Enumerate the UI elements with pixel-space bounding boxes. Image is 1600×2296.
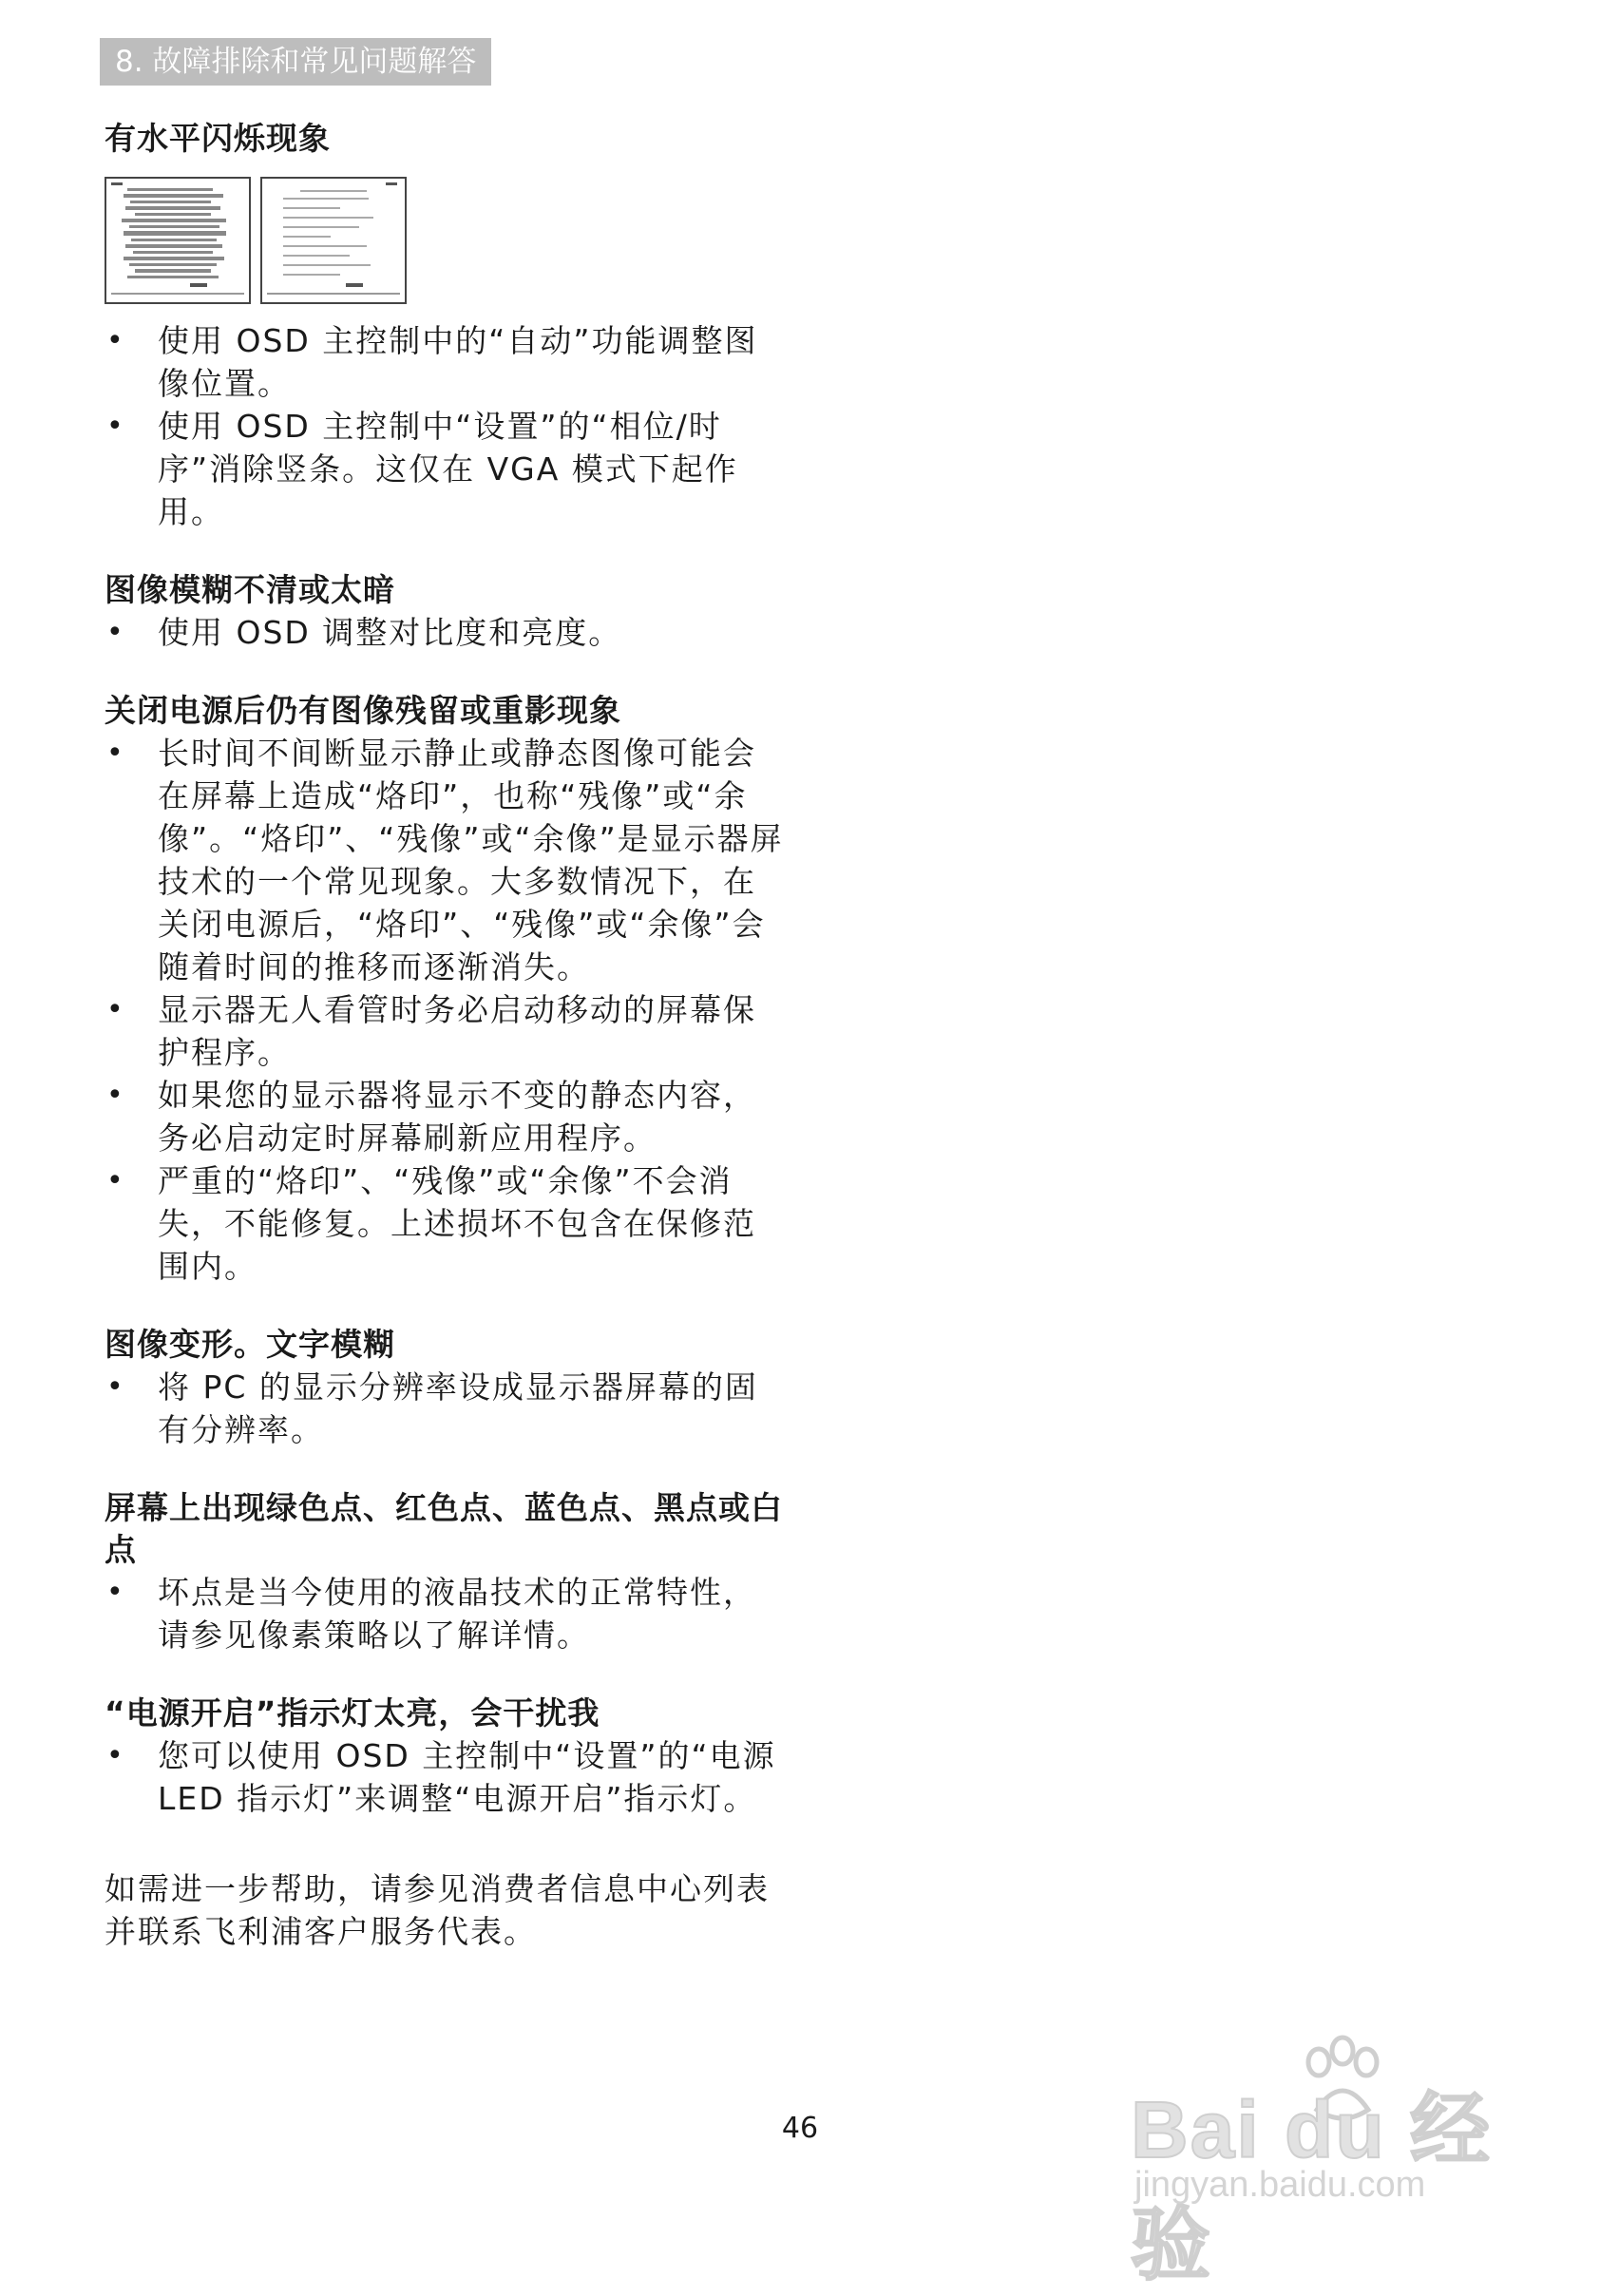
- watermark-url: jingyan.baidu.com: [1134, 2165, 1426, 2205]
- section-heading: 屏幕上出现绿色点、红色点、蓝色点、黑点或白点: [105, 1489, 783, 1568]
- bullet-list: [105, 1366, 789, 1451]
- chapter-tab: 8. 故障排除和常见问题解答: [100, 38, 491, 86]
- section-power-led: [105, 1693, 789, 1820]
- list-item: • 如果您的显示器将显示不变的静态内容，务必启动定时屏幕刷新应用程序。: [106, 1077, 756, 1157]
- section-dead-pixels: [105, 1487, 789, 1656]
- section-heading: 关闭电源后仍有图像残留或重影现象: [105, 692, 621, 729]
- list-item: • 严重的“烙印”、“残像”或“余像”不会消失，不能修复。上述损坏不包含在保修范围内。: [106, 1162, 756, 1285]
- bullet-list: [105, 1734, 789, 1820]
- list-item: • 使用 OSD 调整对比度和亮度。: [106, 614, 622, 651]
- section-heading: 图像模糊不清或太暗: [105, 571, 395, 608]
- list-item: • 坏点是当今使用的液晶技术的正常特性，请参见像素策略以了解详情。: [106, 1574, 756, 1654]
- flicker-figure: [105, 177, 789, 304]
- normal-screen-thumbnail: [260, 177, 407, 304]
- list-item: • 长时间不间断显示静止或静态图像可能会在屏幕上造成“烙印”，也称“残像”或“余像”。“烙印”、“残像”或“余像”是显示器屏技术的一个常见现象。大多数情况下，在关闭电源后，“烙印”、“残像”或“余像”会随着时间的推移而逐渐消失。: [106, 735, 784, 985]
- section-image-retention: [105, 690, 789, 1288]
- section-horizontal-flicker: [105, 118, 789, 533]
- list-item: • 您可以使用 OSD 主控制中“设置”的“电源 LED 指示灯”来调整“电源开启”指示灯。: [106, 1737, 776, 1817]
- list-item: • 使用 OSD 主控制中“设置”的“相位/时序”消除竖条。这仅在 VGA 模式下起作用。: [106, 408, 738, 530]
- bullet-list: [105, 611, 789, 654]
- section-heading: 图像变形。文字模糊: [105, 1326, 395, 1363]
- flicker-screen-thumbnail: [105, 177, 251, 304]
- closing-paragraph: 如需进一步帮助，请参见消费者信息中心列表并联系飞利浦客户服务代表。: [105, 1870, 770, 1950]
- bullet-list: [105, 732, 789, 1288]
- document-body: [105, 118, 789, 1953]
- section-distortion: [105, 1324, 789, 1451]
- watermark-brand: Bai du 经验: [1131, 2085, 1493, 2289]
- baidu-jingyan-watermark: [1131, 2043, 1530, 2289]
- list-item: • 显示器无人看管时务必启动移动的屏幕保护程序。: [106, 991, 756, 1071]
- list-item: • 使用 OSD 主控制中的“自动”功能调整图像位置。: [106, 322, 758, 402]
- page-number: 46: [781, 2112, 819, 2145]
- list-item: • 将 PC 的显示分辨率设成显示器屏幕的固有分辨率。: [106, 1368, 758, 1448]
- section-heading: “电源开启”指示灯太亮，会干扰我: [105, 1694, 600, 1732]
- bullet-list: [105, 319, 789, 533]
- section-blurry-dark: [105, 569, 789, 654]
- bullet-list: [105, 1571, 789, 1656]
- section-heading: 有水平闪烁现象: [105, 120, 331, 157]
